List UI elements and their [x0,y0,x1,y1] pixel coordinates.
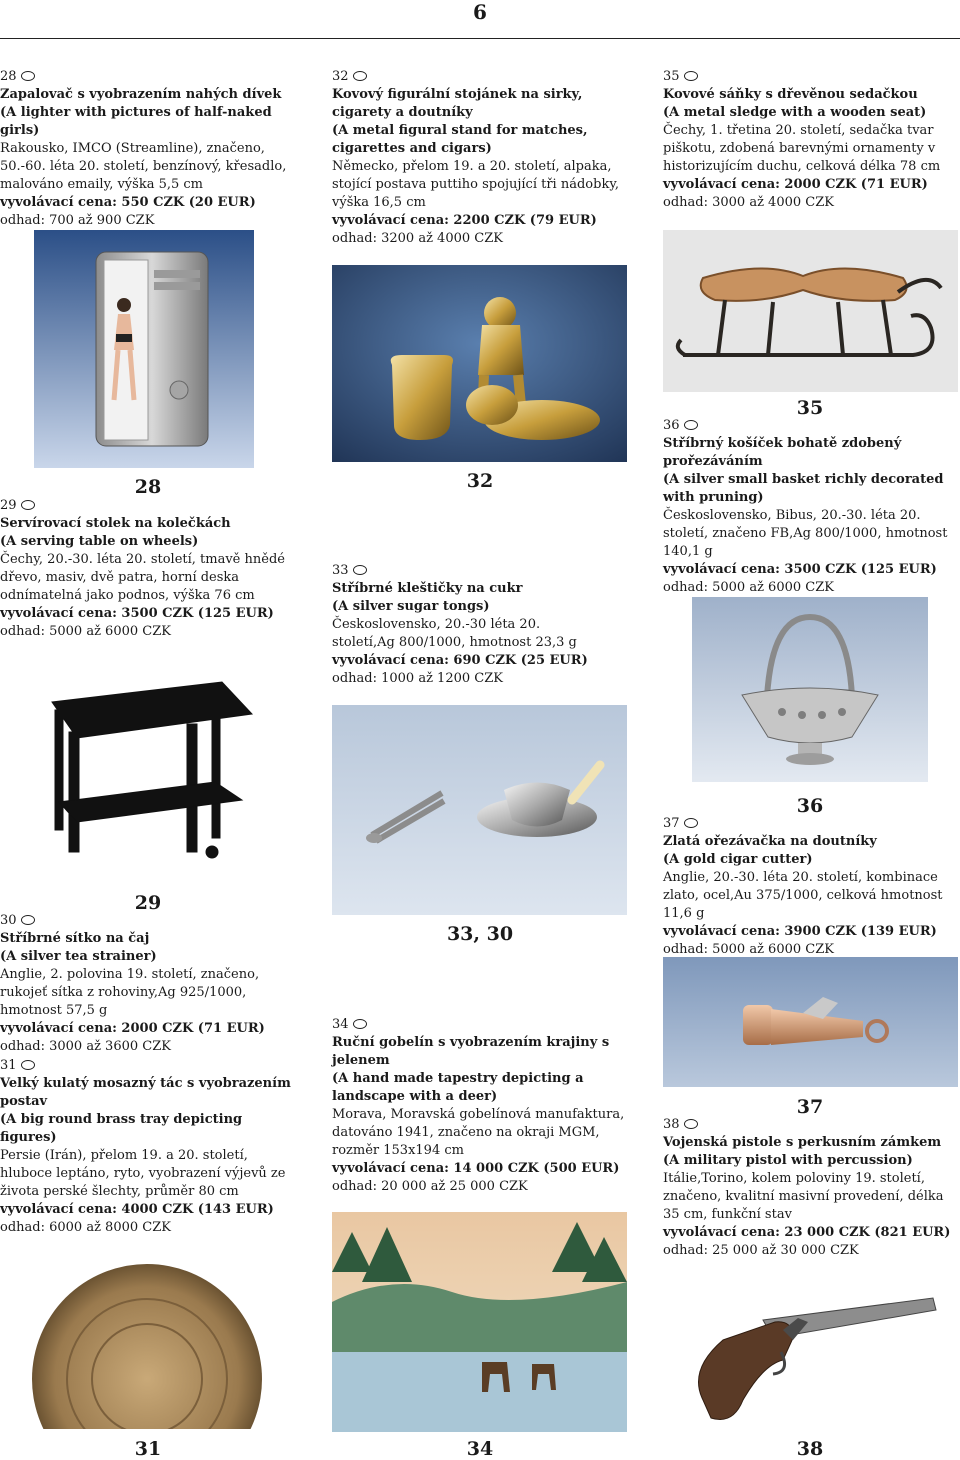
lot-title-cz: Stříbrný košíček bohatě zdobený prořezáváním [663,436,902,469]
lot-number: 30 [0,913,17,928]
lot-title-en: (A serving table on wheels) [0,534,199,549]
bid-circle-icon[interactable] [684,71,698,81]
lot-estimate: odhad: 3000 až 3600 CZK [0,1039,171,1054]
lot-description: Čechy, 20.-30. léta 20. století, tmavě hnědé dřevo, masiv, dvě patra, horní deska odnímatelná jako podnos, výška 76 cm [0,552,285,603]
caption-29: 29 [134,892,162,914]
lot-30 [0,912,300,1056]
caption-28: 28 [134,476,162,498]
lot-number: 33 [332,563,349,578]
lot-number: 31 [0,1058,17,1073]
lot-estimate: odhad: 1000 až 1200 CZK [332,671,503,686]
lot-38 [663,1116,958,1260]
lot-price: vyvolávací cena: 23 000 CZK (821 EUR) [663,1225,951,1240]
lot-title-cz: Velký kulatý mosazný tác s vyobrazením postav [0,1076,291,1109]
lot-32 [332,68,632,248]
lot-description: Německo, přelom 19. a 20. století, alpaka, stojící postava puttiho spojující tři nádobky, výška 16,5 cm [332,159,620,210]
lot-28 [0,68,305,230]
photo-serving-table [37,672,260,867]
photo-brass-tray [30,1239,265,1429]
lot-description: Morava, Moravská gobelínová manufaktura, datováno 1941, značeno na okraji MGM, rozměr 153x194 cm [332,1107,625,1158]
lot-title-en: (A hand made tapestry depicting a landscape with a deer) [332,1071,584,1104]
lot-price: vyvolávací cena: 2200 CZK (79 EUR) [332,213,597,228]
lot-description: Anglie, 20.-30. léta 20. století, kombinace zlato, ocel,Au 375/1000, celková hmotnost 11,6 g [663,870,943,921]
lot-title-en: (A silver sugar tongs) [332,599,490,614]
caption-38: 38 [796,1438,824,1460]
lot-number: 34 [332,1017,349,1032]
lot-title-en: (A metal figural stand for matches, cigarettes and cigars) [332,123,588,156]
lot-title-cz: Vojenská pistole s perkusním zámkem [663,1135,942,1150]
lot-title-cz: Stříbrné sítko na čaj [0,931,150,946]
lot-description: Persie (Irán), přelom 19. a 20. století, hluboce leptáno, ryto, vyobrazení výjevů ze života perské šlechty, průměr 80 cm [0,1148,286,1199]
bid-circle-icon[interactable] [353,71,367,81]
lot-number: 29 [0,498,17,513]
lot-35 [663,68,958,212]
photo-silver-basket [692,597,928,782]
lot-title-cz: Ruční gobelín s vyobrazením krajiny s jelenem [332,1035,610,1068]
caption-34: 34 [466,1438,494,1460]
lot-number: 32 [332,69,349,84]
lot-estimate: odhad: 5000 až 6000 CZK [0,624,171,639]
lot-price: vyvolávací cena: 2000 CZK (71 EUR) [663,177,928,192]
lot-title-cz: Servírovací stolek na kolečkách [0,516,231,531]
lot-title-cz: Zapalovač s vyobrazením nahých dívek [0,87,282,102]
bid-circle-icon[interactable] [353,565,367,575]
photo-lighter [34,230,254,468]
photo-tongs-strainer [332,705,627,915]
page-number: 6 [473,0,487,24]
lot-36 [663,417,958,597]
lot-title-cz: Zlatá ořezávačka na doutníky [663,834,877,849]
lot-title-en: (A big round brass tray depicting figures) [0,1112,243,1145]
bid-circle-icon[interactable] [353,1019,367,1029]
lot-estimate: odhad: 6000 až 8000 CZK [0,1220,171,1235]
lot-number: 35 [663,69,680,84]
lot-estimate: odhad: 3000 až 4000 CZK [663,195,834,210]
lot-title-en: (A gold cigar cutter) [663,852,813,867]
caption-31: 31 [134,1438,162,1460]
lot-estimate: odhad: 3200 až 4000 CZK [332,231,503,246]
lot-estimate: odhad: 20 000 až 25 000 CZK [332,1179,528,1194]
lot-description: Itálie,Torino, kolem poloviny 19. století, značeno, kvalitní masivní provedení, délka 35 cm, funkční stav [663,1171,944,1222]
lot-description: Čechy, 1. třetina 20. století, sedačka tvar piškotu, zdobená barevnými ornamenty v historizujícím duchu, celková délka 78 cm [663,123,941,174]
lot-title-en: (A silver small basket richly decorated with pruning) [663,472,944,505]
bid-circle-icon[interactable] [21,71,35,81]
lot-price: vyvolávací cena: 3900 CZK (139 EUR) [663,924,937,939]
caption-33-30: 33, 30 [446,923,514,945]
bid-circle-icon[interactable] [21,500,35,510]
lot-price: vyvolávací cena: 3500 CZK (125 EUR) [663,562,937,577]
bid-circle-icon[interactable] [684,420,698,430]
lot-title-en: (A silver tea strainer) [0,949,157,964]
lot-number: 36 [663,418,680,433]
lot-title-cz: Kovový figurální stojánek na sirky, cigarety a doutníky [332,87,583,120]
lot-title-en: (A metal sledge with a wooden seat) [663,105,927,120]
header-rule [0,38,960,39]
lot-33 [332,562,602,688]
lot-estimate: odhad: 25 000 až 30 000 CZK [663,1243,859,1258]
lot-estimate: odhad: 5000 až 6000 CZK [663,580,834,595]
lot-price: vyvolávací cena: 2000 CZK (71 EUR) [0,1021,265,1036]
photo-putto-stand [332,265,627,462]
caption-36: 36 [796,795,824,817]
lot-37 [663,815,958,959]
lot-title-cz: Kovové sáňky s dřevěnou sedačkou [663,87,918,102]
lot-estimate: odhad: 5000 až 6000 CZK [663,942,834,957]
lot-title-en: (A military pistol with percussion) [663,1153,913,1168]
lot-price: vyvolávací cena: 550 CZK (20 EUR) [0,195,256,210]
lot-price: vyvolávací cena: 3500 CZK (125 EUR) [0,606,274,621]
lot-price: vyvolávací cena: 14 000 CZK (500 EUR) [332,1161,620,1176]
photo-sledge [663,230,958,392]
bid-circle-icon[interactable] [684,818,698,828]
lot-price: vyvolávací cena: 690 CZK (25 EUR) [332,653,588,668]
bid-circle-icon[interactable] [684,1119,698,1129]
lot-description: Anglie, 2. polovina 19. století, značeno, rukojeť sítka z rohoviny,Ag 925/1000, hmotnost 57,5 g [0,967,260,1018]
caption-37: 37 [796,1096,824,1118]
photo-pistol [663,1260,958,1435]
lot-description: Československo, Bibus, 20.-30. léta 20. století, značeno FB,Ag 800/1000, hmotnost 140,1 g [663,508,948,559]
lot-number: 38 [663,1117,680,1132]
lot-estimate: odhad: 700 až 900 CZK [0,213,155,228]
caption-35: 35 [796,397,824,419]
bid-circle-icon[interactable] [21,915,35,925]
lot-number: 28 [0,69,17,84]
lot-description: Rakousko, IMCO (Streamline), značeno, 50.-60. léta 20. století, benzínový, křesadlo, malováno emaily, výška 5,5 cm [0,141,287,192]
photo-cigar-cutter [663,957,958,1087]
lot-31 [0,1057,300,1237]
lot-description: Československo, 20.-30 léta 20. století,Ag 800/1000, hmotnost 23,3 g [332,617,577,650]
lot-title-cz: Stříbrné kleštičky na cukr [332,581,523,596]
caption-32: 32 [466,470,494,492]
lot-34 [332,1016,632,1196]
lot-title-en: (A lighter with pictures of half-naked girls) [0,105,272,138]
bid-circle-icon[interactable] [21,1060,35,1070]
lot-number: 37 [663,816,680,831]
photo-tapestry [332,1212,627,1432]
lot-price: vyvolávací cena: 4000 CZK (143 EUR) [0,1202,274,1217]
lot-29 [0,497,300,641]
